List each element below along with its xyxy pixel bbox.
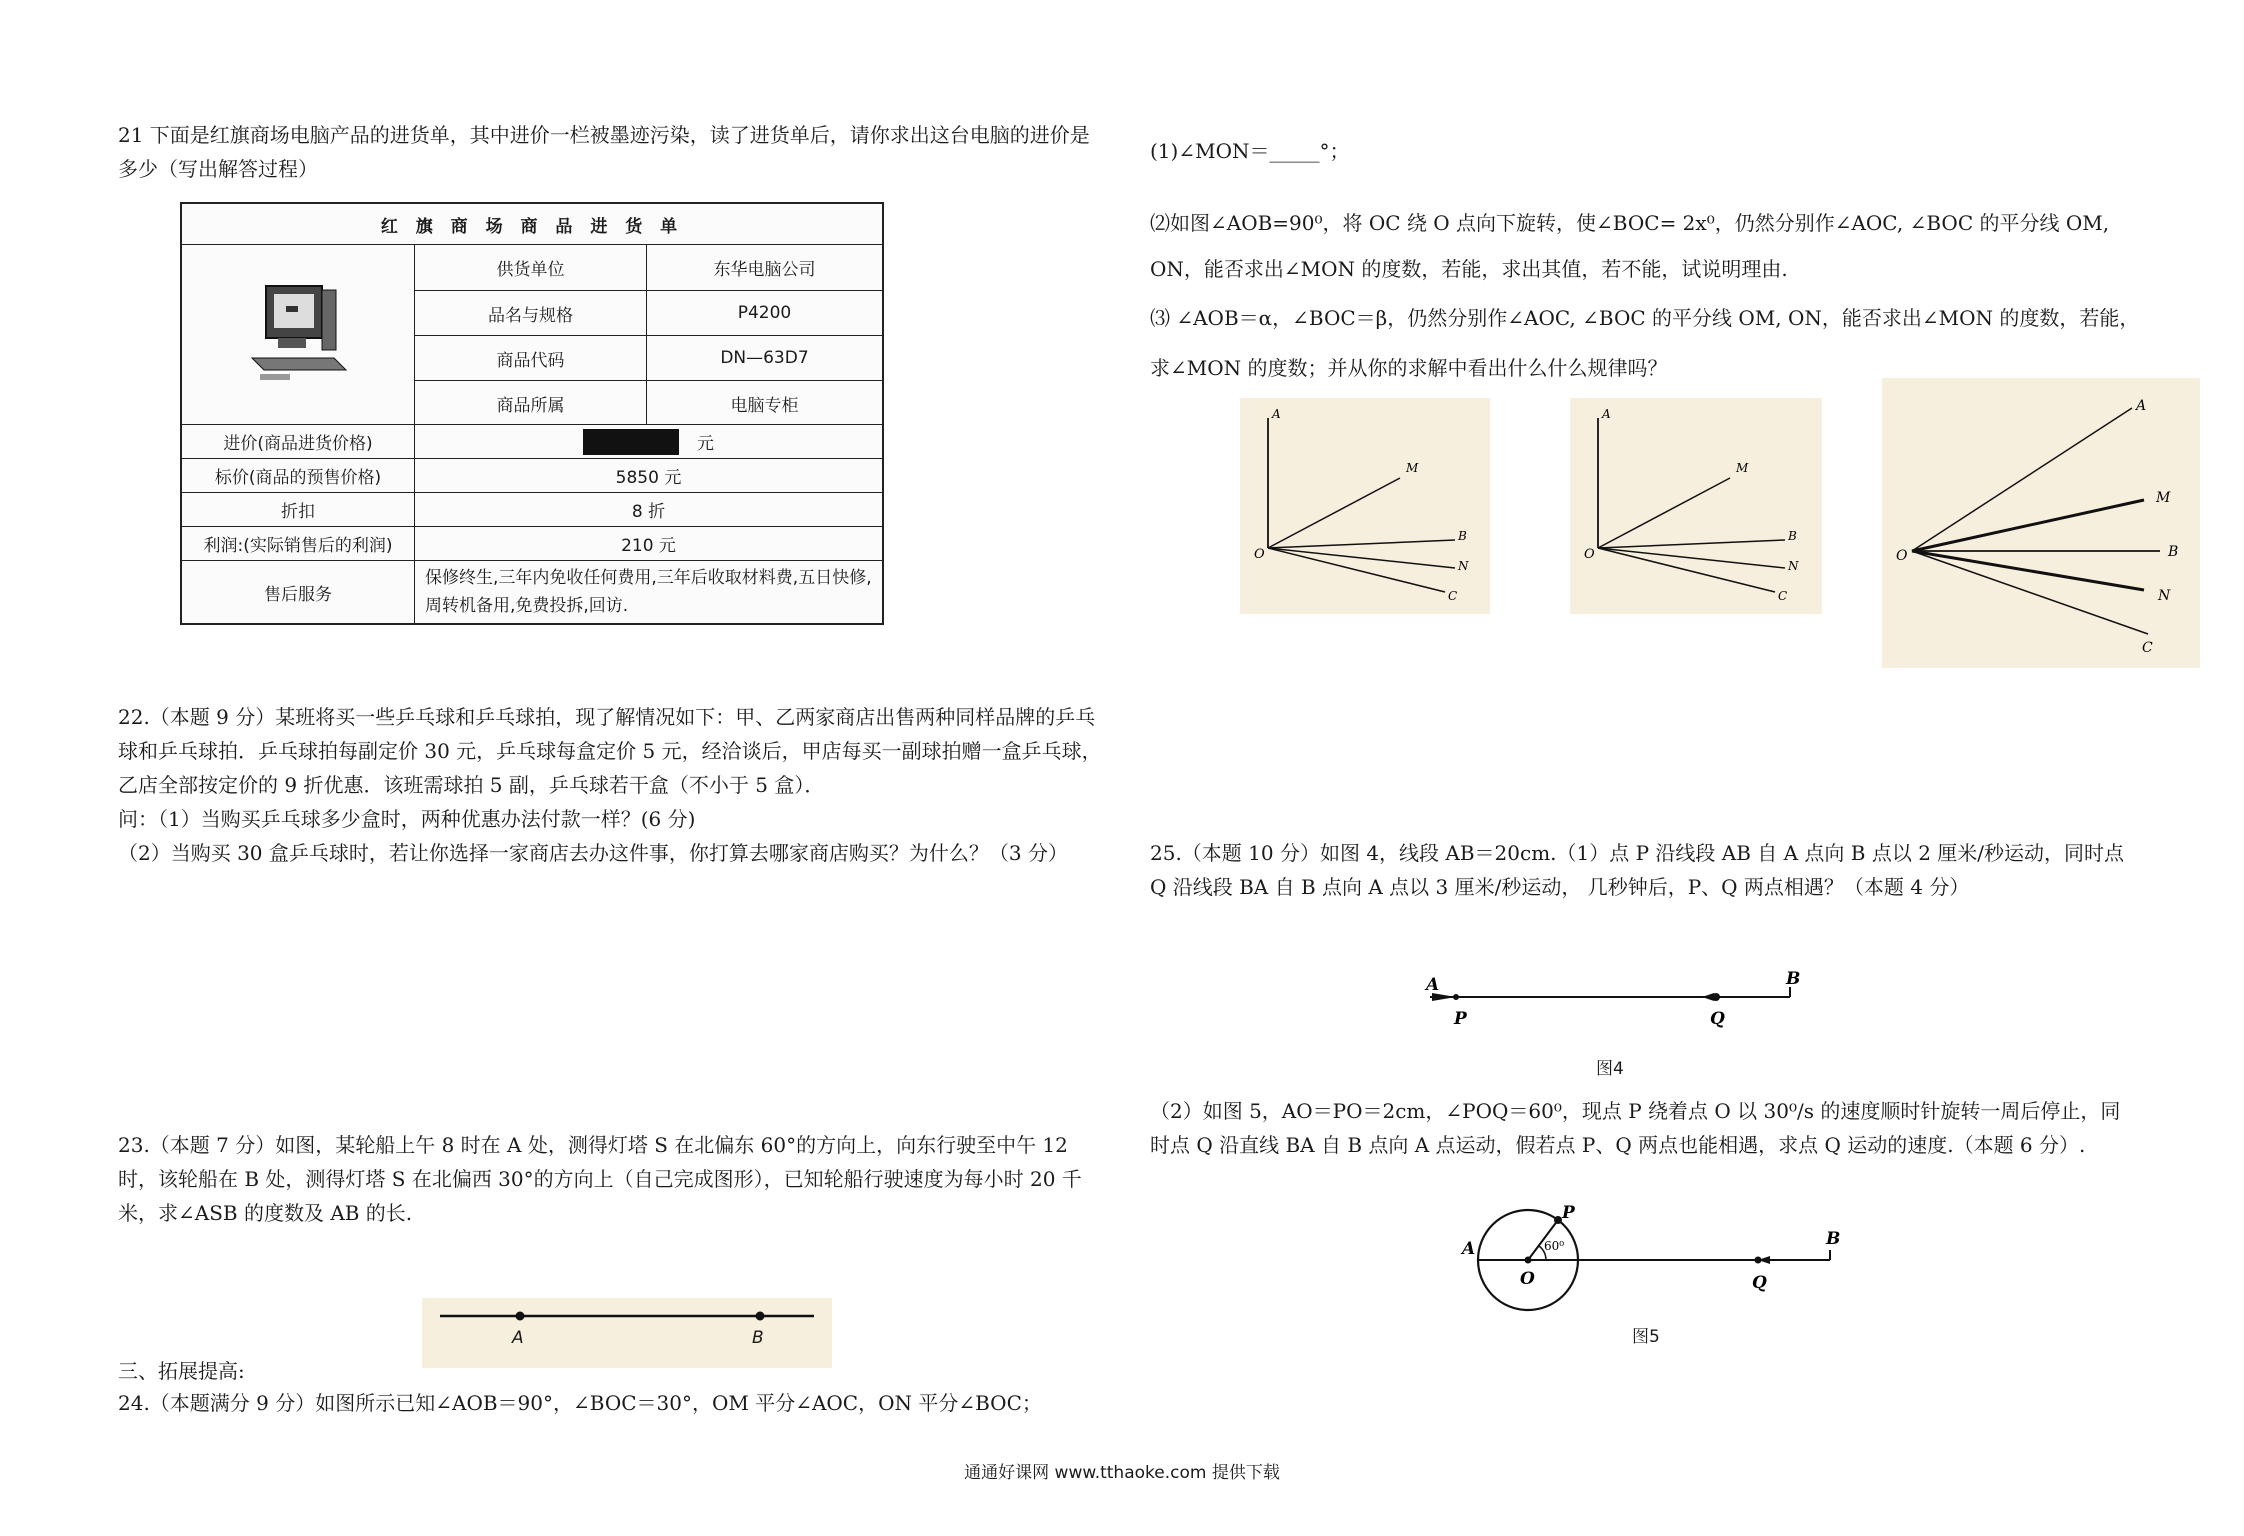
question-22 bbox=[118, 700, 1113, 870]
svg-text:A: A bbox=[1426, 975, 1440, 995]
svg-text:A: A bbox=[1462, 1239, 1476, 1259]
angle-figure-1 bbox=[1240, 398, 1490, 614]
point-b-label: B bbox=[752, 1328, 764, 1348]
svg-text:A: A bbox=[1272, 407, 1281, 421]
ink-stain bbox=[583, 429, 679, 455]
invoice-tag-row bbox=[182, 458, 882, 492]
invoice-label: 品名与规格 bbox=[414, 291, 646, 335]
q23-figure bbox=[422, 1298, 832, 1368]
svg-text:O: O bbox=[1584, 547, 1595, 562]
svg-text:M: M bbox=[2156, 490, 2171, 506]
invoice-title: 红 旗 商 场 商 品 进 货 单 bbox=[380, 216, 684, 237]
invoice-label: 利润:(实际销售后的利润) bbox=[203, 536, 393, 556]
q24-part3: ⑶ ∠AOB＝α，∠BOC＝β，仍然分别作∠AOC, ∠BOC 的平分线 OM, ON，能否求出∠MON 的度数，若能，求∠MON 的度数；并从你的求解中看出什么什么规律吗？ bbox=[1150, 306, 2140, 380]
q24-part2: ⑵如图∠AOB=90⁰，将 OC 绕 O 点向下旋转，使∠BOC= 2x⁰，仍然分别作∠AOC, ∠BOC 的平分线 OM, ON，能否求出∠MON 的度数，若能，求出其值，若不能，试说明理由. bbox=[1150, 211, 2110, 281]
svg-text:A: A bbox=[2136, 398, 2147, 414]
invoice-value: 8 折 bbox=[414, 493, 882, 526]
invoice-label: 商品所属 bbox=[414, 381, 646, 425]
price-unit: 元 bbox=[697, 434, 714, 454]
svg-text:C: C bbox=[1778, 589, 1788, 603]
svg-text:N: N bbox=[2158, 588, 2171, 604]
question-23: 23.（本题 7 分）如图，某轮船上午 8 时在 A 处，测得灯塔 S 在北偏东 60°的方向上，向东行驶至中午 12 时，该轮船在 B 处，测得灯塔 S 在北偏西 30°的方向上（自己完成图形），已知轮船行驶速度为每小时 20 千米，求∠ASB 的度数及 AB 的长. bbox=[118, 1133, 1082, 1225]
svg-text:N: N bbox=[1788, 559, 1799, 573]
figure-4 bbox=[1412, 970, 1812, 1079]
svg-text:P: P bbox=[1562, 1204, 1575, 1223]
invoice-value: P4200 bbox=[646, 291, 882, 335]
svg-text:60⁰: 60⁰ bbox=[1544, 1239, 1565, 1253]
invoice-value: 5850 元 bbox=[414, 459, 882, 492]
computer-picture bbox=[182, 245, 414, 424]
invoice-label: 进价(商品进货价格) bbox=[223, 434, 373, 454]
svg-text:M: M bbox=[1406, 461, 1419, 475]
svg-text:O: O bbox=[1896, 548, 1908, 564]
svg-text:B: B bbox=[1458, 529, 1467, 543]
invoice-value: 210 元 bbox=[414, 527, 882, 560]
page-footer: 通通好课网 www.tthaoke.com 提供下载 bbox=[964, 1463, 1280, 1483]
svg-text:B: B bbox=[1786, 970, 1801, 989]
svg-text:O: O bbox=[1254, 547, 1265, 562]
figure-5 bbox=[1450, 1204, 1850, 1347]
figure-4-caption: 图4 bbox=[1596, 1059, 1624, 1079]
invoice-value: 东华电脑公司 bbox=[646, 245, 882, 290]
invoice-label: 售后服务 bbox=[264, 584, 332, 605]
invoice-discount-row bbox=[182, 492, 882, 526]
invoice-value: 电脑专柜 bbox=[646, 381, 882, 425]
q24-part1: (1)∠MON＝_____°； bbox=[1150, 139, 1350, 163]
invoice-label: 供货单位 bbox=[414, 245, 646, 290]
invoice-price-row bbox=[182, 424, 882, 458]
svg-text:O: O bbox=[1520, 1269, 1535, 1289]
q22-part1: 问：（1）当购买乒乓球多少盒时，两种优惠办法付款一样？(6 分) bbox=[118, 807, 696, 831]
invoice-label: 商品代码 bbox=[414, 336, 646, 380]
svg-text:B: B bbox=[1826, 1229, 1841, 1249]
angle-figure-3 bbox=[1882, 378, 2200, 668]
svg-text:Q: Q bbox=[1752, 1273, 1767, 1293]
question-21: 21 下面是红旗商场电脑产品的进货单，其中进价一栏被墨迹污染，读了进货单后，请你求出这台电脑的进价是多少（写出解答过程） bbox=[118, 123, 1090, 181]
svg-text:P: P bbox=[1454, 1009, 1467, 1029]
invoice-info-block bbox=[182, 244, 882, 424]
point-a-label: A bbox=[512, 1328, 524, 1348]
invoice-label: 折扣 bbox=[281, 502, 315, 522]
svg-text:M: M bbox=[1736, 461, 1749, 475]
invoice-price-value bbox=[414, 425, 882, 458]
invoice-profit-row bbox=[182, 526, 882, 560]
invoice-service-value: 保修终生,三年内免收任何费用,三年后收取材料费,五日快修,周转机备用,免费投拆,回访. bbox=[414, 561, 882, 623]
svg-text:B: B bbox=[1788, 529, 1797, 543]
question-25-part1: 25.（本题 10 分）如图 4，线段 AB＝20cm.（1）点 P 沿线段 AB 自 A 点向 B 点以 2 厘米/秒运动，同时点 Q 沿线段 BA 自 B 点向 A 点以 3 厘米/秒运动， 几秒钟后，P、Q 两点相遇？（本题 4 分） bbox=[1150, 841, 2125, 899]
q22-part2: （2）当购买 30 盒乒乓球时，若让你选择一家商店去办这件事，你打算去哪家商店购买？为什么？（3 分） bbox=[118, 841, 1068, 865]
question-25-part2: （2）如图 5，AO＝PO＝2cm，∠POQ＝60⁰，现点 P 绕着点 O 以 30⁰/s 的速度顺时针旋转一周后停止，同时点 Q 沿直线 BA 自 B 点向 A 点运动，假若点 P、Q 两点也能相遇，求点 Q 运动的速度.（本题 6 分）. bbox=[1150, 1099, 2121, 1157]
section-heading-3: 三、拓展提高: bbox=[118, 1359, 245, 1383]
computer-icon bbox=[238, 270, 358, 400]
invoice-label: 标价(商品的预售价格) bbox=[214, 468, 382, 488]
svg-text:N: N bbox=[1458, 559, 1469, 573]
svg-text:Q: Q bbox=[1710, 1009, 1725, 1029]
figure-5-caption: 图5 bbox=[1632, 1327, 1660, 1347]
svg-text:B: B bbox=[2168, 544, 2179, 560]
svg-text:A: A bbox=[1602, 407, 1611, 421]
svg-text:C: C bbox=[2142, 640, 2153, 656]
question-24: 24.（本题满分 9 分）如图所示已知∠AOB＝90°，∠BOC＝30°，OM 平分∠AOC，ON 平分∠BOC； bbox=[118, 1391, 1042, 1415]
invoice-service-row bbox=[182, 560, 882, 623]
svg-text:C: C bbox=[1448, 589, 1458, 603]
purchase-invoice-table bbox=[180, 202, 884, 625]
angle-figure-2 bbox=[1570, 398, 1822, 614]
invoice-value: DN—63D7 bbox=[646, 336, 882, 380]
q22-stem: 22.（本题 9 分）某班将买一些乒乓球和乒乓球拍，现了解情况如下：甲、乙两家商店出售两种同样品牌的乒乓球和乒乓球拍．乒乓球拍每副定价 30 元，乒乓球每盒定价 5 元，经洽谈后，甲店每买一副球拍赠一盒乒乓球，乙店全部按定价的 9 折优惠．该班需球拍 5 副，乒乓球若干盒（不小于 5 盒）． bbox=[118, 705, 1102, 797]
